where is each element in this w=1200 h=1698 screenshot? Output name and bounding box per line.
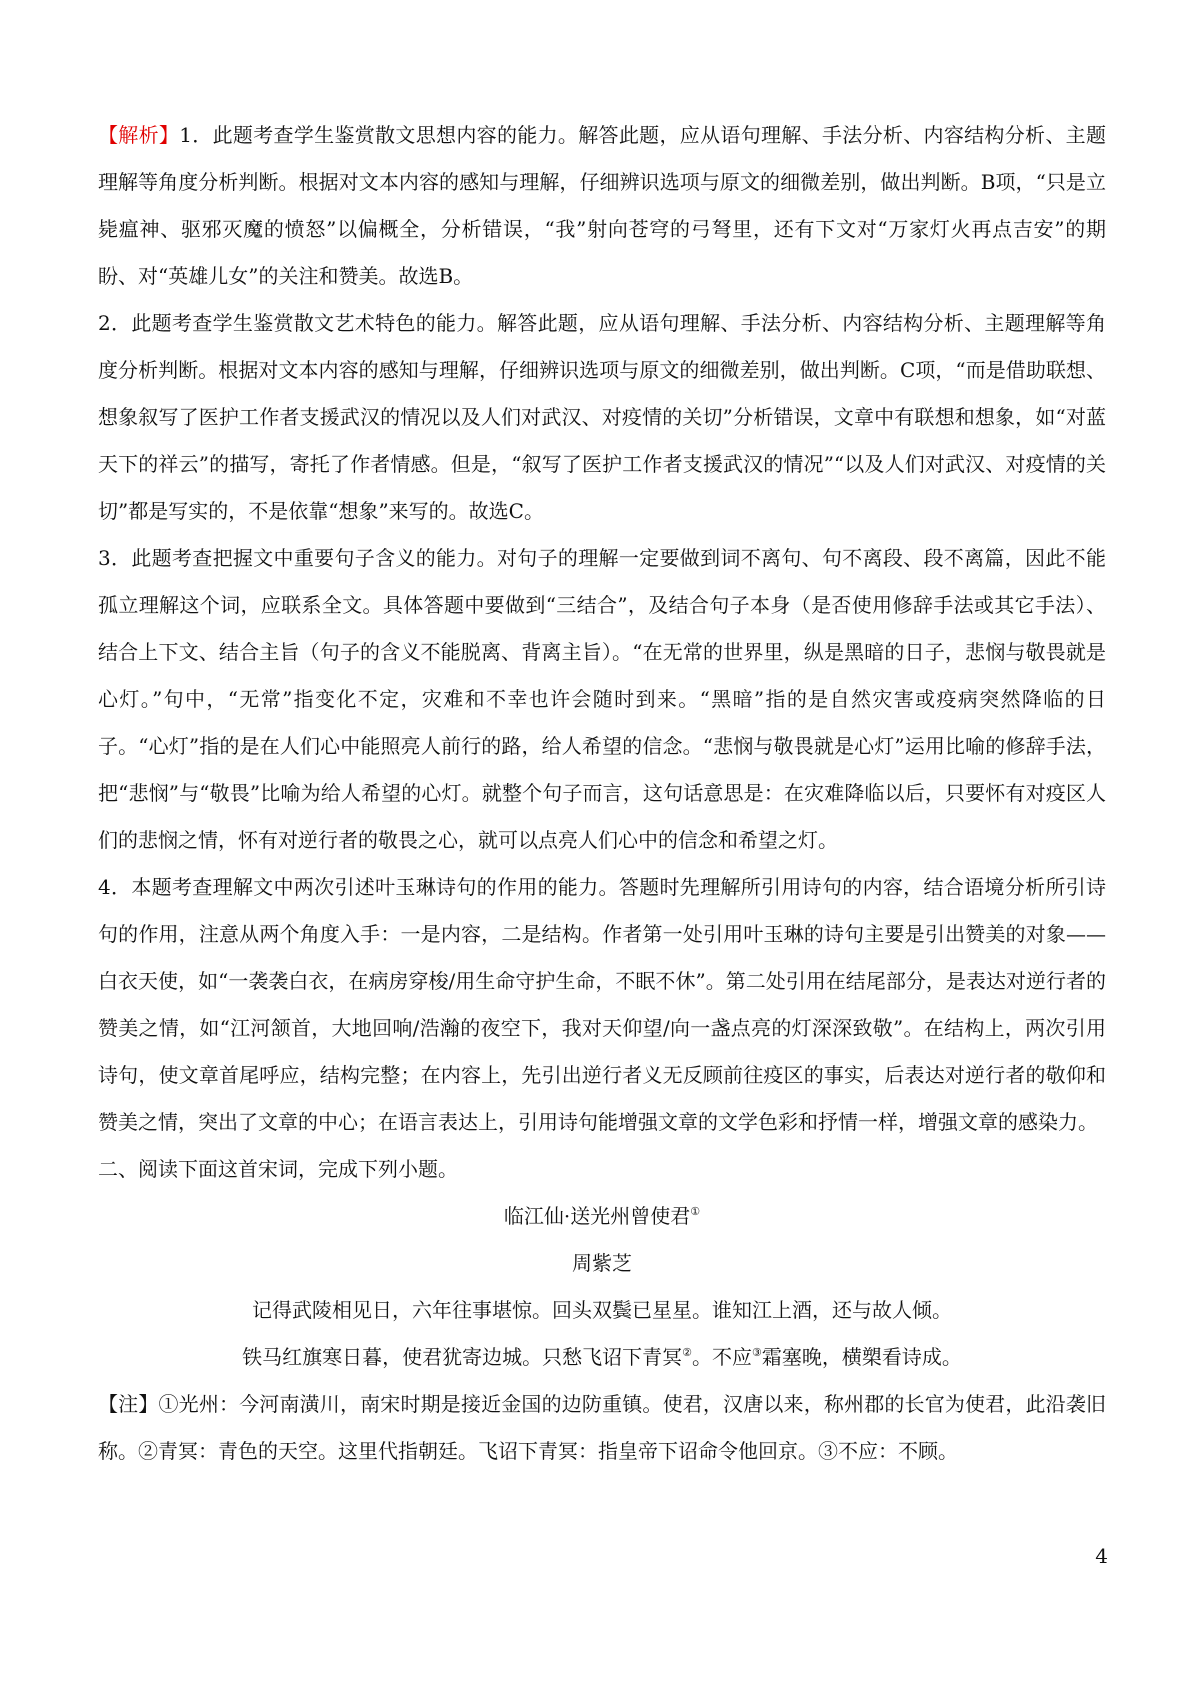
poem-line-2-part-c: 霜塞晚，横槊看诗成。 [761, 1345, 962, 1369]
document-body [98, 112, 1106, 1475]
poem-line-2 [98, 1334, 1106, 1381]
poem-line-2-part-a: 铁马红旗寒日暮，使君犹寄边城。只愁飞诏下青冥 [242, 1345, 683, 1369]
analysis-tag: 【解析】 [98, 123, 180, 147]
answer-paragraph-2: 2．此题考查学生鉴赏散文艺术特色的能力。解答此题，应从语句理解、手法分析、内容结构分析、主题理解等角度分析判断。根据对文本内容的感知与理解，仔细辨识选项与原文的细微差别，做出判断。C项，“而是借助联想、想象叙写了医护工作者支援武汉的情况以及人们对武汉、对疫情的关切”分析错误，文章中有联想和想象，如“对蓝天下的祥云”的描写，寄托了作者情感。但是，“叙写了医护工作者支援武汉的情况”“以及人们对武汉、对疫情的关切”都是写实的，不是依靠“想象”来写的。故选C。 [98, 311, 1106, 523]
poem-notes: 【注】①光州：今河南潢川，南宋时期是接近金国的边防重镇。使君，汉唐以来，称州郡的长官为使君，此沿袭旧称。②青冥：青色的天空。这里代指朝廷。飞诏下青冥：指皇帝下诏命令他回京。③不应：不顾。 [98, 1392, 1106, 1463]
answer-paragraph-4: 4．本题考查理解文中两次引述叶玉琳诗句的作用的能力。答题时先理解所引用诗句的内容，结合语境分析所引诗句的作用，注意从两个角度入手：一是内容，二是结构。作者第一处引用叶玉琳的诗句主要是引出赞美的对象——白衣天使，如“一袭袭白衣，在病房穿梭/用生命守护生命，不眠不休”。第二处引用在结尾部分，是表达对逆行者的赞美之情，如“江河颔首，大地回响/浩瀚的夜空下，我对天仰望/向一盏点亮的灯深深致敬”。在结构上，两次引用诗句，使文章首尾呼应，结构完整；在内容上，先引出逆行者义无反顾前往疫区的事实，后表达对逆行者的敬仰和赞美之情，突出了文章的中心；在语言表达上，引用诗句能增强文章的文学色彩和抒情一样，增强文章的感染力。 [98, 875, 1106, 1134]
answer-text-1: 1．此题考查学生鉴赏散文思想内容的能力。解答此题，应从语句理解、手法分析、内容结构分析、主题理解等角度分析判断。根据对文本内容的感知与理解，仔细辨识选项与原文的细微差别，做出判断。B项，“只是立毙瘟神、驱邪灭魔的愤怒”以偏概全，分析错误，“我”射向苍穹的弓弩里，还有下文对“万家灯火再点吉安”的期盼、对“英雄儿女”的关注和赞美。故选B。 [98, 123, 1106, 288]
poem-line-2-part-b: 。不应 [692, 1345, 752, 1369]
poem-line-1: 记得武陵相见日，六年往事堪惊。回头双鬓已星星。谁知江上酒，还与故人倾。 [252, 1298, 952, 1322]
poem-title-text: 临江仙·送光州曾使君 [503, 1204, 691, 1228]
footnote-marker: ① [690, 1205, 701, 1218]
page-number: 4 [1095, 1544, 1108, 1568]
poem-title [98, 1193, 1106, 1240]
footnote-marker: ② [682, 1346, 692, 1359]
footnote-marker: ③ [752, 1346, 762, 1359]
poem-author: 周紫芝 [572, 1251, 632, 1275]
answer-paragraph-1 [98, 112, 1106, 300]
answer-paragraph-3: 3．此题考查把握文中重要句子含义的能力。对句子的理解一定要做到词不离句、句不离段、段不离篇，因此不能孤立理解这个词，应联系全文。具体答题中要做到“三结合”，及结合句子本身（是否使用修辞手法或其它手法）、结合上下文、结合主旨（句子的含义不能脱离、背离主旨）。“在无常的世界里，纵是黑暗的日子，悲悯与敬畏就是心灯。”句中，“无常”指变化不定，灾难和不幸也许会随时到来。“黑暗”指的是自然灾害或疫病突然降临的日子。“心灯”指的是在人们心中能照亮人前行的路，给人希望的信念。“悲悯与敬畏就是心灯”运用比喻的修辞手法，把“悲悯”与“敬畏”比喻为给人希望的心灯。就整个句子而言，这句话意思是：在灾难降临以后，只要怀有对疫区人们的悲悯之情，怀有对逆行者的敬畏之心，就可以点亮人们心中的信念和希望之灯。 [98, 546, 1106, 852]
section-heading: 二、阅读下面这首宋词，完成下列小题。 [98, 1157, 458, 1181]
